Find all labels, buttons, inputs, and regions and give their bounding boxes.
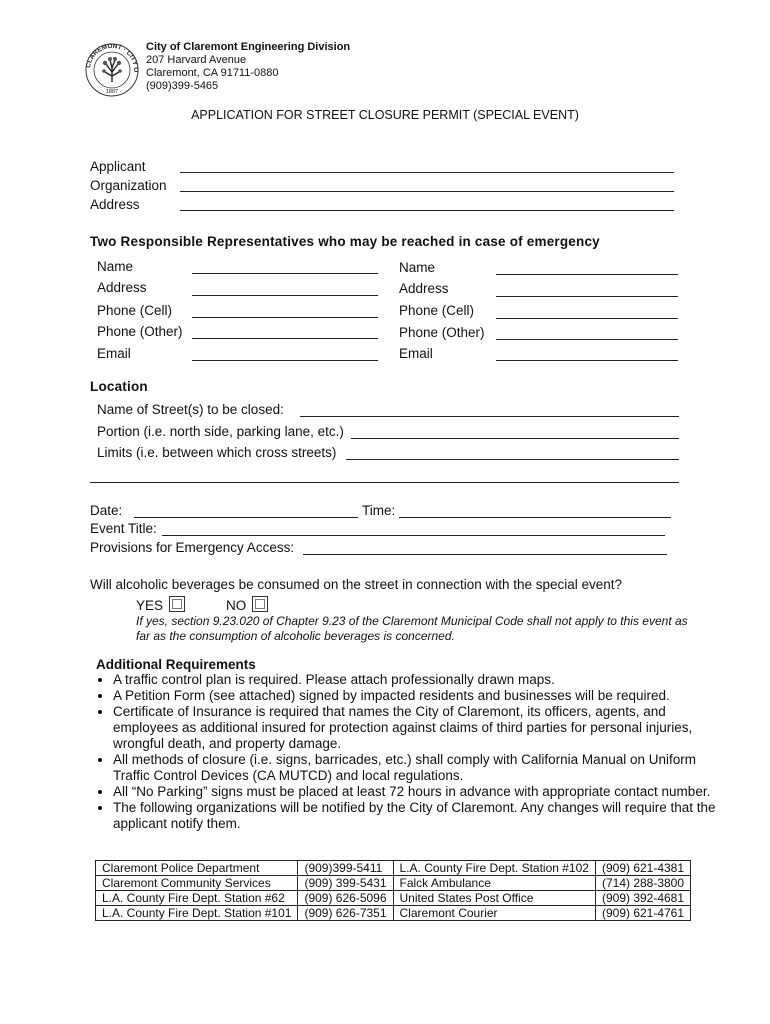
org-phone: (909) 626-5096 <box>298 891 393 906</box>
organization-field[interactable] <box>180 191 674 192</box>
org-name: United States Post Office <box>393 891 595 906</box>
requirement-item: • Certificate of Insurance is required that names the City of Claremont, its officers, agents, and employees as additional insured for protection against claims of third parties for personal injuries, wrongful death, and property damage. <box>113 704 733 752</box>
rep1-name-field[interactable] <box>192 273 378 274</box>
applicant-label: Applicant <box>90 159 146 174</box>
org-phone: (909) 392-4681 <box>595 891 690 906</box>
form-title: APPLICATION FOR STREET CLOSURE PERMIT (SPECIAL EVENT) <box>191 108 579 122</box>
org-name: Claremont Community Services <box>96 876 298 891</box>
rep2-phone-other-field[interactable] <box>496 339 678 340</box>
requirement-item: • The following organizations will be notified by the City of Claremont. Any changes will require that the applicant notify them. <box>113 800 733 832</box>
division-address-1: 207 Harvard Avenue <box>146 54 247 66</box>
org-phone: (909)399-5411 <box>298 861 393 876</box>
rep1-email-field[interactable] <box>192 360 378 361</box>
representatives-heading: Two Responsible Representatives who may be reached in case of emergency <box>90 234 600 249</box>
event-title-label: Event Title: <box>90 521 157 536</box>
date-field[interactable] <box>134 517 358 518</box>
division-name: City of Claremont Engineering Division <box>146 41 351 53</box>
limits-field-line-2[interactable] <box>90 482 679 483</box>
rep2-name-label: Name <box>399 260 436 275</box>
rep2-name-field[interactable] <box>496 274 678 275</box>
rep1-address-label: Address <box>97 280 147 295</box>
alcohol-question: Will alcoholic beverages be consumed on the street in connection with the special event? <box>90 577 623 592</box>
org-name: Falck Ambulance <box>393 876 595 891</box>
rep1-name-label: Name <box>97 259 134 274</box>
requirements-heading: Additional Requirements <box>96 657 256 672</box>
rep2-phone-other-label: Phone (Other) <box>399 325 485 340</box>
time-field[interactable] <box>399 517 671 518</box>
division-phone: (909)399-5465 <box>146 80 219 92</box>
street-field[interactable] <box>300 416 679 417</box>
rep2-phone-cell-field[interactable] <box>496 318 678 319</box>
org-name: L.A. County Fire Dept. Station #102 <box>393 861 595 876</box>
portion-label: Portion (i.e. north side, parking lane, etc.) <box>97 424 344 439</box>
table-row <box>96 906 691 921</box>
organizations-table <box>95 860 691 921</box>
rep2-address-field[interactable] <box>496 296 678 297</box>
rep2-phone-cell-label: Phone (Cell) <box>399 303 475 318</box>
emergency-access-field[interactable] <box>303 554 667 555</box>
street-label: Name of Street(s) to be closed: <box>97 402 284 417</box>
org-phone: (714) 288-3800 <box>595 876 690 891</box>
rep1-phone-cell-field[interactable] <box>192 317 378 318</box>
no-checkbox[interactable] <box>252 596 268 612</box>
yes-checkbox[interactable] <box>169 596 185 612</box>
date-label: Date: <box>90 503 123 518</box>
division-address-2: Claremont, CA 91711-0880 <box>146 67 279 79</box>
emergency-access-label: Provisions for Emergency Access: <box>90 540 295 555</box>
rep1-email-label: Email <box>97 346 131 361</box>
requirements-list <box>84 672 733 832</box>
org-phone: (909) 621-4761 <box>595 906 690 921</box>
rep2-email-label: Email <box>399 346 433 361</box>
rep1-phone-other-label: Phone (Other) <box>97 324 183 339</box>
requirement-item: • All methods of closure (i.e. signs, barricades, etc.) shall comply with California Manual on Uniform Traffic Control Devices (CA MUTCD) and local regulations. <box>113 752 733 784</box>
table-row <box>96 861 691 876</box>
event-title-field[interactable] <box>162 535 665 536</box>
org-name: L.A. County Fire Dept. Station #101 <box>96 906 298 921</box>
svg-text:· 1887 ·: · 1887 · <box>102 89 122 95</box>
rep2-email-field[interactable] <box>496 360 678 361</box>
rep1-phone-cell-label: Phone (Cell) <box>97 303 173 318</box>
rep1-phone-other-field[interactable] <box>192 338 378 339</box>
no-label: NO <box>226 598 247 613</box>
address-field[interactable] <box>180 210 674 211</box>
table-row <box>96 876 691 891</box>
header-block <box>146 41 350 93</box>
address-label: Address <box>90 197 140 212</box>
rep2-address-label: Address <box>399 281 449 296</box>
alcohol-note: If yes, section 9.23.020 of Chapter 9.23 of the Claremont Municipal Code shall not apply to this event as far as the consumption of alcoholic beverages is concerned. <box>136 614 688 643</box>
table-row <box>96 891 691 906</box>
limits-label: Limits (i.e. between which cross streets) <box>97 445 337 460</box>
applicant-field[interactable] <box>180 172 674 173</box>
requirement-item: • A traffic control plan is required. Please attach professionally drawn maps. <box>113 672 733 688</box>
location-heading: Location <box>90 379 148 394</box>
org-name: L.A. County Fire Dept. Station #62 <box>96 891 298 906</box>
limits-field[interactable] <box>346 459 679 460</box>
time-label: Time: <box>362 503 396 518</box>
org-phone: (909) 399-5431 <box>298 876 393 891</box>
requirement-item: • A Petition Form (see attached) signed by impacted residents and businesses will be required. <box>113 688 733 704</box>
yes-option <box>136 596 185 613</box>
portion-field[interactable] <box>351 438 679 439</box>
org-name: Claremont Courier <box>393 906 595 921</box>
city-seal-logo <box>84 42 140 98</box>
svg-text:CLAREMONT · CITY OF: CLAREMONT · CITY O <box>85 42 140 73</box>
rep1-address-field[interactable] <box>192 295 378 296</box>
org-phone: (909) 626-7351 <box>298 906 393 921</box>
requirement-item: • All “No Parking” signs must be placed at least 72 hours in advance with appropriate contact number. <box>113 784 733 800</box>
org-name: Claremont Police Department <box>96 861 298 876</box>
org-phone: (909) 621-4381 <box>595 861 690 876</box>
no-option <box>226 596 268 613</box>
yes-label: YES <box>136 598 164 613</box>
organization-label: Organization <box>90 178 167 193</box>
